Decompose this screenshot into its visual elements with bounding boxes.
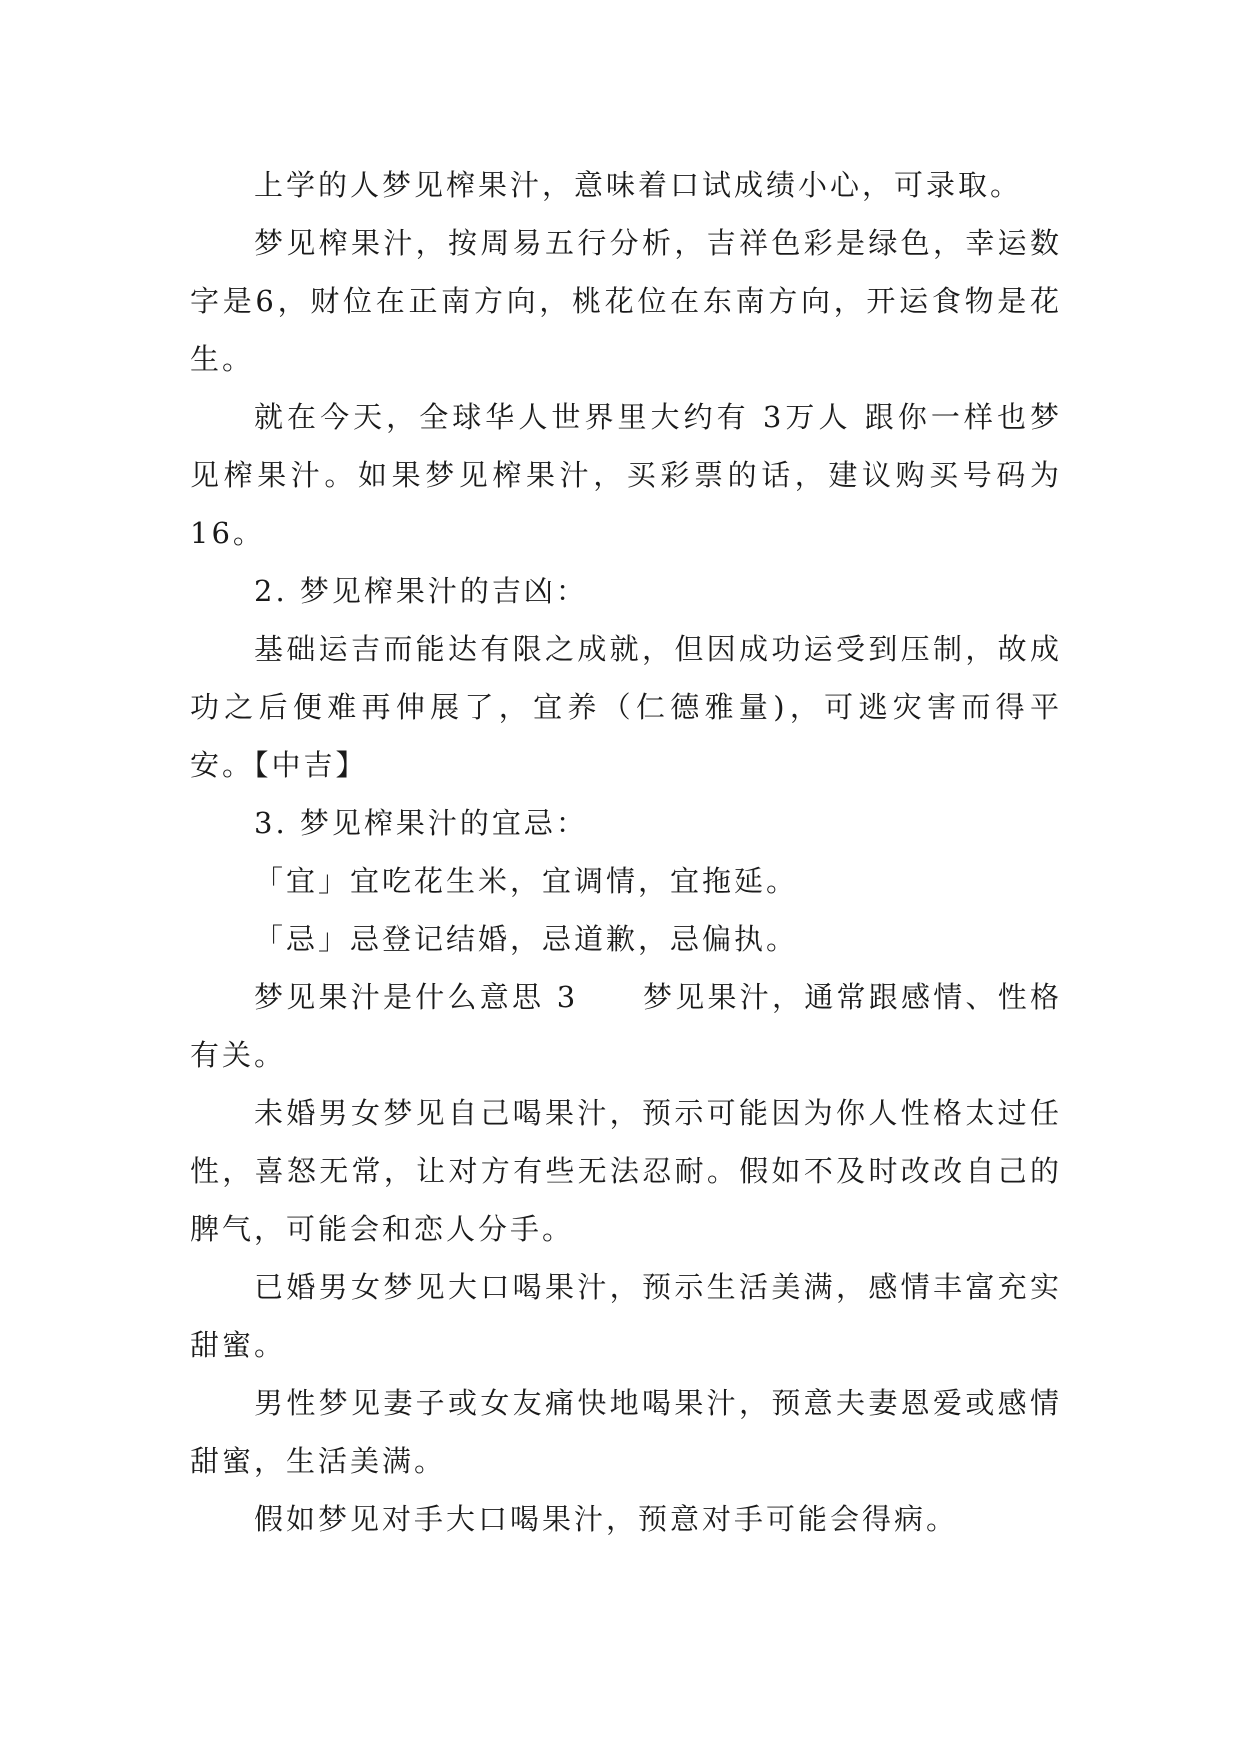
document-page <box>190 156 1062 1548</box>
paragraph-3: 就在今天，全球华人世界里大约有 3万人 跟你一样也梦见榨果汁。如果梦见榨果汁，买彩票的话，建议购买号码为 16。 <box>190 400 1062 550</box>
paragraph-4: 基础运吉而能达有限之成就，但因成功运受到压制，故成功之后便难再伸展了，宜养（仁德雅量)，可逃灾害而得平安。【中吉】 <box>190 632 1062 782</box>
paragraph-8: 男性梦见妻子或女友痛快地喝果汁，预意夫妻恩爱或感情甜蜜，生活美满。 <box>190 1386 1062 1478</box>
paragraph-9: 假如梦见对手大口喝果汁，预意对手可能会得病。 <box>254 1502 959 1536</box>
paragraph-7: 已婚男女梦见大口喝果汁，预示生活美满，感情丰富充实甜蜜。 <box>190 1270 1062 1362</box>
paragraph-yi: 「宜」宜吃花生米，宜调情，宜拖延。 <box>254 864 799 898</box>
paragraph-ji: 「忌」忌登记结婚，忌道歉，忌偏执。 <box>254 922 799 956</box>
section-heading-2: 2. 梦见榨果汁的吉凶： <box>254 574 588 608</box>
paragraph-6: 未婚男女梦见自己喝果汁，预示可能因为你人性格太过任性，喜怒无常，让对方有些无法忍耐。假如不及时改改自己的脾气，可能会和恋人分手。 <box>190 1096 1062 1246</box>
paragraph-1: 上学的人梦见榨果汁，意味着口试成绩小心，可录取。 <box>254 168 1023 202</box>
paragraph-5: 梦见果汁是什么意思 3 梦见果汁，通常跟感情、性格有关。 <box>190 980 1062 1072</box>
section-heading-3: 3. 梦见榨果汁的宜忌： <box>254 806 588 840</box>
paragraph-2: 梦见榨果汁，按周易五行分析，吉祥色彩是绿色，幸运数字是6，财位在正南方向，桃花位在东南方向，开运食物是花生。 <box>190 226 1062 376</box>
